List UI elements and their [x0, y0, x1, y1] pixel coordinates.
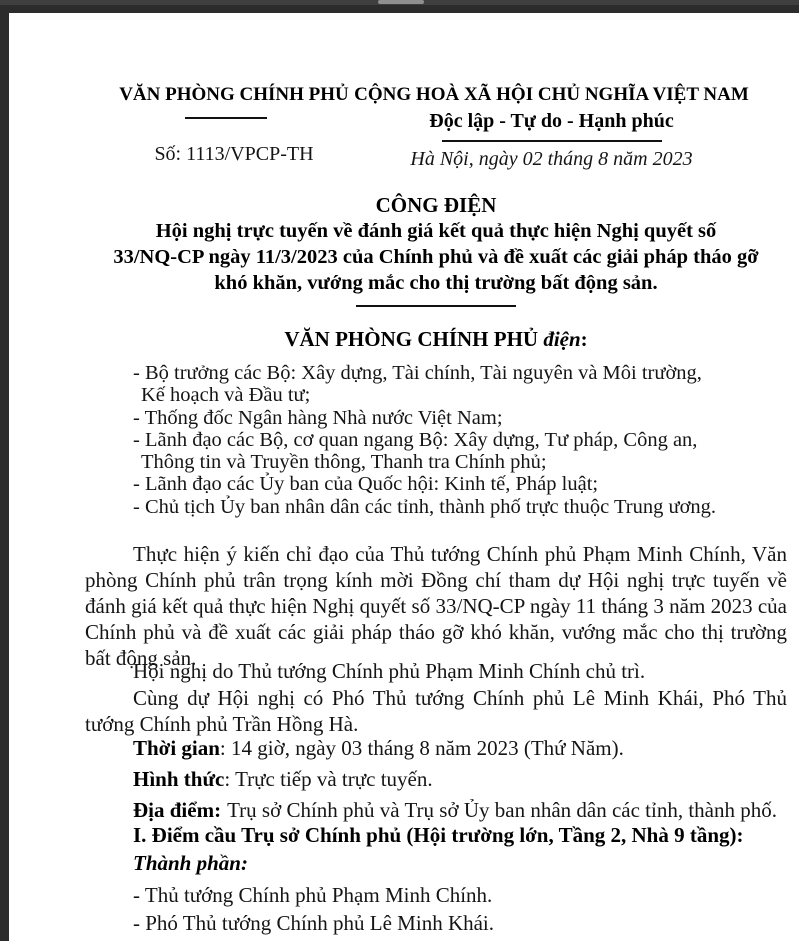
national-title: CỘNG HOÀ XÃ HỘI CHỦ NGHĨA VIỆT NAM: [354, 84, 749, 105]
subject-line: 33/NQ-CP ngày 11/3/2023 của Chính phủ và đề xuất các giải pháp tháo gỡ: [113, 246, 759, 268]
title-block: [85, 192, 787, 307]
recipient-line: - Bộ trưởng các Bộ: Xây dựng, Tài chính, Tài nguyên và Môi trường,: [133, 362, 702, 384]
salutation-verb: điện: [543, 327, 581, 351]
subject-line: khó khăn, vướng mắc cho thị trường bất động sản.: [214, 272, 658, 294]
participant-line: - Thủ tướng Chính phủ Phạm Minh Chính.: [133, 883, 493, 907]
participants-label: Thành phần:: [133, 851, 248, 875]
recipient-line: - Lãnh đạo các Bộ, cơ quan ngang Bộ: Xây dựng, Tư pháp, Công an,: [133, 428, 698, 451]
document-page: [9, 13, 799, 941]
salutation-org: VĂN PHÒNG CHÍNH PHỦ: [284, 327, 539, 351]
recipient-line-continuation: Kế hoạch và Đầu tư;: [141, 384, 311, 407]
recipient-line: - Thống đốc Ngân hàng Nhà nước Việt Nam;: [133, 406, 503, 429]
paragraph-chair: Hội nghị do Thủ tướng Chính phủ Phạm Minh Chính chủ trì.: [133, 659, 646, 683]
location-line: [133, 797, 777, 823]
time-line: [133, 735, 624, 761]
time-label: Thời gian: [133, 736, 220, 760]
national-motto: Độc lập - Tự do - Hạnh phúc: [429, 110, 674, 132]
format-value: : Trực tiếp và trực tuyến.: [224, 767, 433, 791]
recipient-line: - Lãnh đạo các Ủy ban của Quốc hội: Kinh tế, Pháp luật;: [133, 473, 599, 496]
issuing-org-name: VĂN PHÒNG CHÍNH PHỦ: [119, 84, 349, 105]
paragraph-attendees: Cùng dự Hội nghị có Phó Thủ tướng Chính phủ Lê Minh Khái, Phó Thủ tướng Chính phủ Trần Hồng Hà.: [85, 686, 787, 736]
salutation-colon: :: [580, 327, 588, 351]
recipients-list: [133, 362, 716, 518]
national-motto-block: [354, 84, 749, 171]
format-label: Hình thức: [133, 767, 225, 791]
subject-line: Hội nghị trực tuyến về đánh giá kết quả thực hiện Nghị quyết số: [155, 220, 717, 242]
format-line: [133, 766, 433, 792]
location-value: Trụ sở Chính phủ và Trụ sở Ủy ban nhân dân các tỉnh, thành phố.: [227, 798, 777, 822]
place-and-date: Hà Nội, ngày 02 tháng 8 năm 2023: [410, 148, 693, 170]
time-value: : 14 giờ, ngày 03 tháng 8 năm 2023 (Thứ Năm).: [219, 736, 624, 760]
salutation-line: [85, 327, 787, 352]
title-separator-rule: [356, 305, 516, 307]
recipient-line-continuation: Thông tin và Truyền thông, Thanh tra Chính phủ;: [141, 451, 547, 474]
section1-heading: I. Điểm cầu Trụ sở Chính phủ (Hội trường lớn, Tầng 2, Nhà 9 tầng):: [133, 823, 744, 847]
recipient-line: - Chủ tịch Ủy ban nhân dân các tỉnh, thành phố trực thuộc Trung ương.: [133, 495, 717, 518]
scrollbar-thumb[interactable]: [378, 0, 424, 4]
document-number: Số: 1113/VPCP-TH: [154, 143, 314, 165]
paragraph-invitation: Thực hiện ý kiến chỉ đạo của Thủ tướng Chính phủ Phạm Minh Chính, Văn phòng Chính phủ trân trọng kính mời Đồng chí tham dự Hội nghị trực tuyến về đánh giá kết quả thực hiện Nghị quyết số 33/NQ-CP ngày 11 tháng 3 năm 2023 của Chính phủ và đề xuất các giải pháp tháo gỡ khó khăn, vướng mắc cho thị trường bất động sản.: [85, 542, 787, 670]
document-type-title: CÔNG ĐIỆN: [375, 193, 497, 217]
participant-line: - Phó Thủ tướng Chính phủ Lê Minh Khái.: [133, 911, 495, 935]
motto-underline-rule: [442, 140, 662, 142]
location-label: Địa điểm:: [133, 798, 222, 822]
org-underline-rule: [185, 117, 267, 119]
